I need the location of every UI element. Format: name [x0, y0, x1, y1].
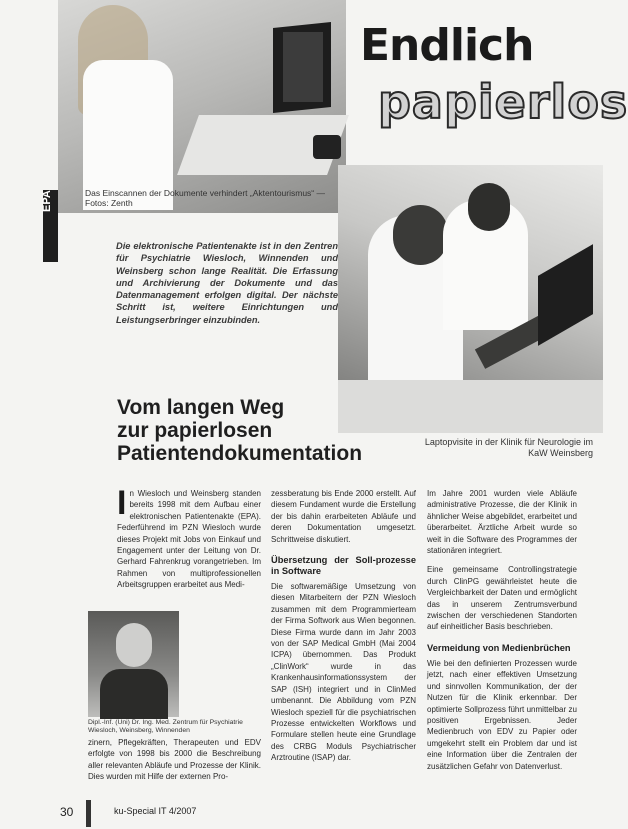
column-3-text: Eine gemeinsame Controllingstrategie durch ClinPG gewährleistet heute die Vergleichbarkeit der Daten und ermöglicht das in unserem Zentrumsverbund zwischen der verschiedenen Standorten auf einheitlicher Basis beschrieben.	[427, 565, 577, 632]
column-1-text: n Wiesloch und Weinsberg standen bereits 1998 mit dem Aufbau einer elektronischen Patientenakte (EPA). Federführend im PZN Wiesloch wurde dieses Projekt mit Jobs von Einkauf und Engagement unter der Leitung von Dr. Gerhard Fahrenkrug vorangetrieben. Im Rahmen von multiprofessionellen Arbeitsgruppen erarbeitet aus Medi-	[117, 489, 261, 590]
column-3-text: Wie bei den definierten Prozessen wurde jetzt, nach einer effektiven Umsetzung und sinnvollen Kommunikation, der der Nutzen für die Klinik erkennbar. Der optimierte Sollprozess führt unmittelbar zu positiven Ergebnissen. Jeder Medienbruch von EDV zu Papier oder umgekehrt stellt ein Problem dar und ist eine Information über die Zentralen der zusätzlichen Gefahr von Datenverlust.	[427, 658, 577, 771]
intro-text: Die elektronische Patientenakte ist in den Zentren für Psychiatrie Wiesloch, Winnenden und Weinsberg schon lange Realität. Die Erfassung und Archivierung der Dokumente und das Datenmanagement erfolgen digital. Der nächste Schritt ist, weitere Einrichtungen und Leistungserbringer einzubinden.	[116, 241, 338, 325]
footer-divider	[86, 800, 91, 827]
article-title	[117, 396, 417, 465]
column-1-lower	[88, 737, 261, 783]
photo2-caption: Laptopvisite in der Klinik für Neurologie im KaW Weinsberg	[424, 437, 593, 458]
column-3	[427, 488, 577, 772]
page-number: 30	[60, 805, 74, 819]
column-2-text: zessberatung bis Ende 2000 erstellt. Auf diesem Fundament wurde die Erstellung der bis dahin erarbeiteten Abläufe und deren Dokumentation umgesetzt. Schrittweise diskutiert.	[271, 489, 416, 544]
column-3-text: Im Jahre 2001 wurden viele Abläufe administrative Prozesse, die der Klinik in ähnlicher Weise abgebildet, erarbeitet und überarbeitet. Ärztliche Arbeit wurde so weit in die Software des Programmes der stationären integriert.	[427, 489, 577, 556]
column-2	[271, 488, 416, 764]
portrait-photo	[88, 611, 179, 717]
photo-document-scanning	[58, 0, 346, 213]
column-1-text-cont: zinern, Pflegekräften, Therapeuten und EDV erfolgte von 1998 bis 2000 die Beschreibung aller relevanten Abläufe und Prozesse der Klinik. Dies wurden mit Hilfe der externen Pro-	[88, 738, 261, 782]
title-line: zur papierlosen	[117, 419, 273, 442]
title-line: Vom langen Weg	[117, 396, 285, 419]
drop-cap: I	[117, 484, 127, 522]
issue-label: ku-Special IT 4/2007	[114, 806, 197, 816]
title-line: Patientendokumentation	[117, 442, 363, 465]
subheading: Übersetzung der Soll-prozesse in Software	[271, 555, 416, 577]
column-1-upper	[117, 484, 261, 591]
headline-line1: Endlich	[360, 20, 534, 71]
section-tag: EPA	[41, 190, 53, 212]
photo1-caption: Das Einscannen der Dokumente verhindert „Aktentourismus“ — Fotos: Zenth	[85, 188, 325, 208]
subheading: Vermeidung von Medienbrüchen	[427, 642, 571, 653]
column-2-text: Die softwaremäßige Umsetzung von diesen Mitarbeitern der PZN Wiesloch zusammen mit dem Programmierteam der Firma Softwork aus Wien begonnen. Diese Firma wurde dann im Jahr 2003 von der SAP Medical GmbH (Mai 2004 ICPA) übernommen. Das Produkt „ClinWork“ wurde in das Krankenhausinformationssystem der SAP (ISH) integriert und in ClinMed umbenannt. Die Abbildung vom PZN Wiesloch speziell für die psychiatrischen Prozesse entwickelten Workflows und Formulare stellen heute eine Grundlage des CRBG Moduls Psychiatrischer Arztroutine (ISAP) dar.	[271, 582, 416, 763]
portrait-caption: Dipl.-Inf. (Uni) Dr. Ing. Med. Zentrum für Psychiatrie Wiesloch, Weinsberg, Winnenden	[88, 719, 243, 735]
photo-laptop-visit	[338, 165, 603, 433]
headline-line2: papierlos	[378, 75, 628, 129]
